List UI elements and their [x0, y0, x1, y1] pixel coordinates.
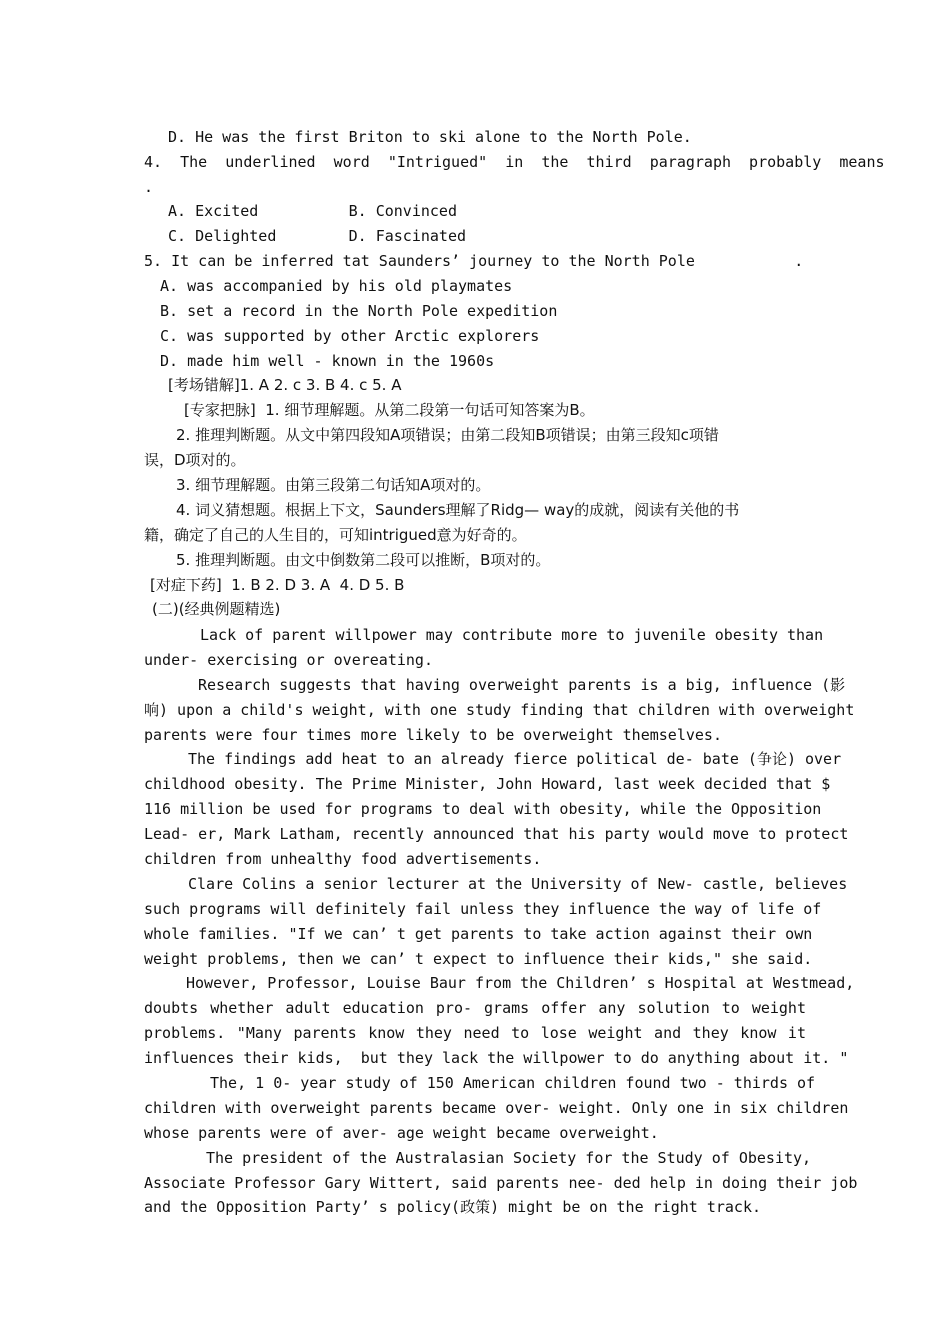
passage-p2-line3: parents were four times more likely to be overweight themselves.: [144, 726, 722, 744]
passage-p4-line1: Clare Colins a senior lecturer at the University of New- castle, believes: [188, 875, 848, 893]
q4-blank: .: [144, 178, 154, 196]
passage-p4-line3: whole families. "If we can’ t get parents to take action against their own: [144, 925, 813, 943]
passage-p5-line4: influences their kids, but they lack the willpower to do anything about it. ": [144, 1049, 849, 1067]
q4-options-row2: C. Delighted D. Fascinated: [168, 227, 467, 245]
passage-p6-line1: The, 1 0- year study of 150 American children found two - thirds of: [210, 1074, 816, 1092]
passage-p5-line3: problems. "Many parents know they need to lose weight and they know it: [144, 1024, 806, 1042]
passage-p7-line1: The president of the Australasian Society for the Study of Obesity,: [206, 1149, 812, 1167]
correct-answers: [对症下药] 1. B 2. D 3. A 4. D 5. B: [150, 576, 405, 594]
passage-p3-line4: Lead- er, Mark Latham, recently announced that his party would move to protect: [144, 825, 849, 843]
q5-option-a: A. was accompanied by his old playmates: [160, 277, 513, 295]
q4-stem: 4. The underlined word "Intrigued" in the third paragraph probably means: [144, 153, 885, 171]
section-title: (二)(经典例题精选): [152, 600, 281, 618]
q5-option-d: D. made him well - known in the 1960s: [160, 352, 495, 370]
passage-p6-line2: children with overweight parents became over- weight. Only one in six children: [144, 1099, 849, 1117]
q5-option-b: B. set a record in the North Pole expedition: [160, 302, 558, 320]
passage-p6-line3: whose parents were of aver- age weight became overweight.: [144, 1124, 659, 1142]
expert-analysis-4a: 4. 词义猜想题。根据上下文，Saunders理解了Ridg— way的成就，阅读有关他的书: [176, 501, 740, 519]
passage-p5-line2: doubts whether adult education pro- grams offer any solution to weight: [144, 999, 806, 1017]
passage-p7-line2: Associate Professor Gary Wittert, said parents nee- ded help in doing their job: [144, 1174, 858, 1192]
passage-p1-line1: Lack of parent willpower may contribute more to juvenile obesity than: [200, 626, 824, 644]
passage-p1-line2: under- exercising or overeating.: [144, 651, 433, 669]
passage-p3-line2: childhood obesity. The Prime Minister, John Howard, last week decided that $: [144, 775, 831, 793]
passage-p3-line1: The findings add heat to an already fierce political de- bate (争论) over: [188, 750, 842, 768]
passage-p2-line1: Research suggests that having overweight parents is a big, influence (影: [198, 676, 846, 694]
exam-wrong-answers: [考场错解]1. A 2. c 3. B 4. c 5. A: [168, 376, 402, 394]
expert-analysis-2a: 2. 推理判断题。从文中第四段知A项错误；由第二段知B项错误；由第三段知c项错: [176, 426, 719, 444]
passage-p4-line4: weight problems, then we can’ t expect to influence their kids," she said.: [144, 950, 813, 968]
expert-analysis-1: [专家把脉] 1. 细节理解题。从第二段第一句话可知答案为B。: [184, 401, 595, 419]
expert-analysis-2b: 误，D项对的。: [144, 451, 246, 469]
passage-p5-line1: However, Professor, Louise Baur from the Children’ s Hospital at Westmead,: [186, 974, 855, 992]
q5-option-c: C. was supported by other Arctic explorers: [160, 327, 540, 345]
expert-analysis-5: 5. 推理判断题。由文中倒数第二段可以推断，B项对的。: [176, 551, 551, 569]
expert-analysis-4b: 籍，确定了自己的人生目的，可知intrigued意为好奇的。: [144, 526, 527, 544]
passage-p3-line5: children from unhealthy food advertisements.: [144, 850, 542, 868]
q5-stem: 5. It can be inferred tat Saunders’ journey to the North Pole .: [144, 252, 804, 270]
q3-option-d: D. He was the first Briton to ski alone to the North Pole.: [168, 128, 692, 146]
passage-p7-line3: and the Opposition Party’ s policy(政策) might be on the right track.: [144, 1198, 761, 1216]
passage-p2-line2: 响) upon a child's weight, with one study finding that children with overweight: [144, 701, 855, 719]
passage-p4-line2: such programs will definitely fail unless they influence the way of life of: [144, 900, 822, 918]
passage-p3-line3: 116 million be used for programs to deal with obesity, while the Opposition: [144, 800, 822, 818]
q4-options-row1: A. Excited B. Convinced: [168, 202, 457, 220]
expert-analysis-3: 3. 细节理解题。由第三段第二句话知A项对的。: [176, 476, 491, 494]
